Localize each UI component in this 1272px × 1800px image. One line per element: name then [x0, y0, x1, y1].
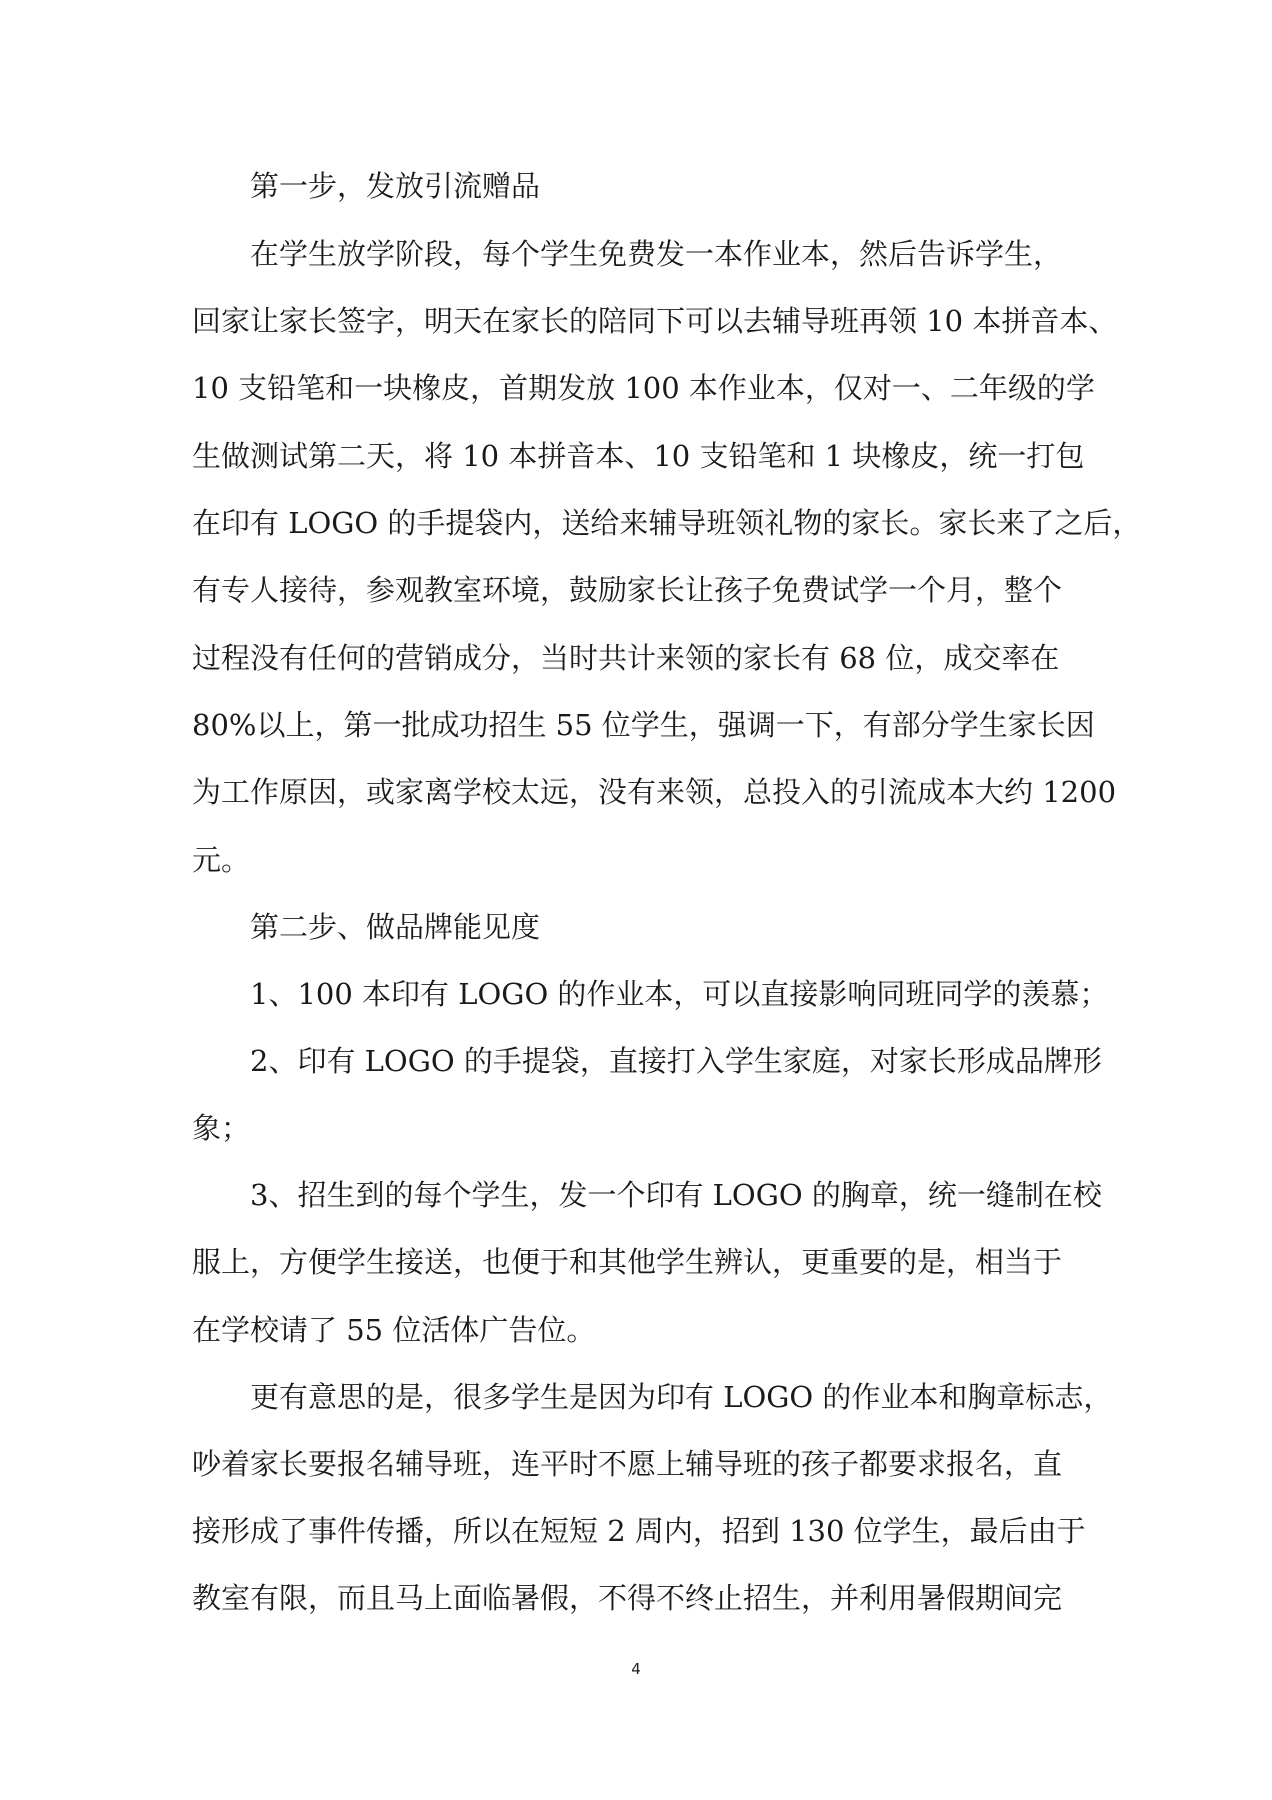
- paragraph-line: 接形成了事件传播，所以在短短 2 周内，招到 130 位学生，最后由于: [192, 1514, 1086, 1548]
- paragraph-line: 过程没有任何的营销成分，当时共计来领的家长有 68 位，成交率在: [192, 641, 1060, 675]
- page-number: 4: [631, 1660, 641, 1678]
- paragraph-line: 生做测试第二天，将 10 本拼音本、10 支铅笔和 1 块橡皮，统一打包: [192, 439, 1085, 473]
- paragraph-line: 80%以上，第一批成功招生 55 位学生，强调一下，有部分学生家长因: [192, 708, 1095, 742]
- paragraph-line: 在印有 LOGO 的手提袋内，送给来辅导班领礼物的家长。家长来了之后，: [192, 506, 1142, 540]
- list-item: 3、招生到的每个学生，发一个印有 LOGO 的胸章，统一缝制在校: [250, 1178, 1102, 1212]
- paragraph-line: 回家让家长签字，明天在家长的陪同下可以去辅导班再领 10 本拼音本、: [192, 304, 1118, 338]
- paragraph-line: 更有意思的是，很多学生是因为印有 LOGO 的作业本和胸章标志，: [250, 1380, 1113, 1414]
- paragraph-line: 吵着家长要报名辅导班，连平时不愿上辅导班的孩子都要求报名，直: [192, 1447, 1063, 1481]
- heading-step-two: 第二步、做品牌能见度: [250, 910, 541, 944]
- paragraph-line: 元。: [192, 843, 251, 877]
- paragraph-line: 教室有限，而且马上面临暑假，不得不终止招生，并利用暑假期间完: [192, 1581, 1063, 1615]
- paragraph-line: 在学生放学阶段，每个学生免费发一本作业本，然后告诉学生，: [250, 237, 1063, 271]
- list-item-continuation: 在学校请了 55 位活体广告位。: [192, 1313, 596, 1347]
- paragraph-line: 有专人接待，参观教室环境，鼓励家长让孩子免费试学一个月，整个: [192, 573, 1063, 607]
- list-item: 1、100 本印有 LOGO 的作业本，可以直接影响同班同学的羡慕；: [250, 977, 1109, 1011]
- list-item: 2、印有 LOGO 的手提袋，直接打入学生家庭，对家长形成品牌形: [250, 1044, 1102, 1078]
- heading-step-one: 第一步，发放引流赠品: [250, 169, 541, 203]
- list-item-continuation: 服上，方便学生接送，也便于和其他学生辨认，更重要的是，相当于: [192, 1245, 1063, 1279]
- list-item-continuation: 象；: [192, 1111, 251, 1145]
- paragraph-line: 10 支铅笔和一块橡皮，首期发放 100 本作业本，仅对一、二年级的学: [192, 371, 1095, 405]
- paragraph-line: 为工作原因，或家离学校太远，没有来领，总投入的引流成本大约 1200: [192, 775, 1117, 809]
